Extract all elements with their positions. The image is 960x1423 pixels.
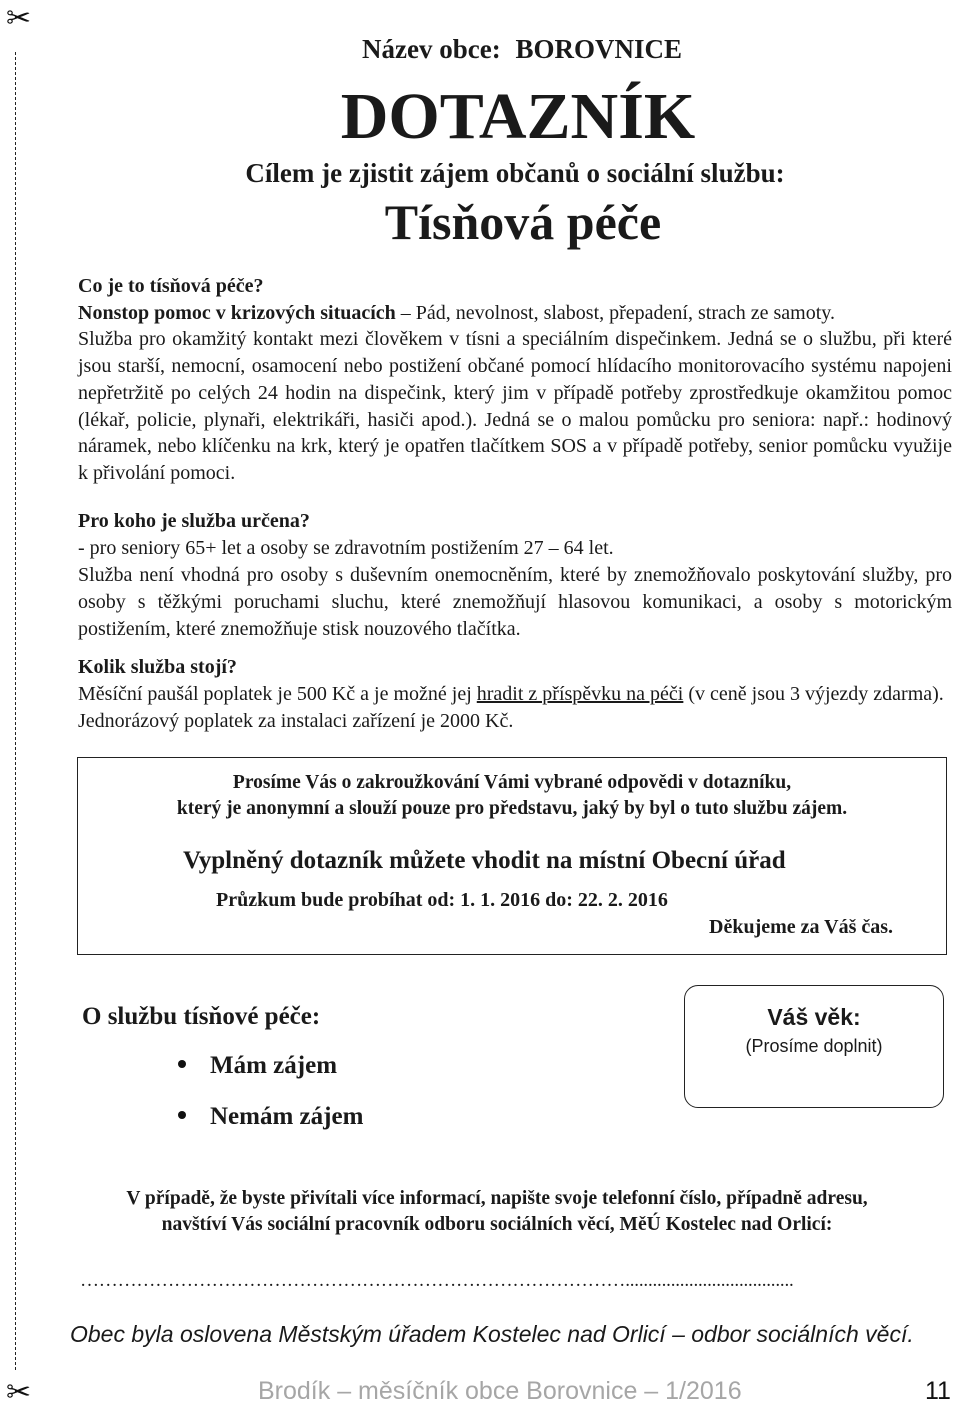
scissors-icon: ✂ — [6, 1, 32, 36]
publication-footer: Brodík – měsíčník obce Borovnice – 1/2016 — [258, 1377, 742, 1405]
cost-text-after: (v ceně jsou 3 výjezdy zdarma). Jednorázový poplatek za instalaci zařízení je 2000 Kč. — [78, 683, 944, 732]
page-title: DOTAZNÍK — [340, 80, 696, 153]
bullet-icon — [178, 1111, 186, 1119]
intro-lead — [78, 300, 952, 327]
target-group-line: - pro seniory 65+ let a osoby se zdravotním postižením 27 – 64 let. — [78, 537, 614, 559]
age-hint: (Prosíme doplnit) — [745, 1036, 883, 1056]
intro-question: Co je to tísňová péče? — [78, 275, 264, 297]
subtitle: Cílem je zjistit zájem občanů o sociální službu: — [245, 158, 785, 188]
intro-section — [78, 273, 952, 487]
intro-lead-bold: Nonstop pomoc v krizových situacích — [78, 301, 396, 324]
footer-note: Obec byla oslovena Městským úřadem Kostelec nad Orlicí – odbor sociálních věcí. — [70, 1321, 914, 1347]
option-label: Nemám zájem — [210, 1103, 364, 1130]
dropoff-text: Vyplněný dotazník můžete vhodit na místní Obecní úřad — [183, 847, 786, 874]
allowance-link: hradit z příspěvku na péči — [476, 683, 684, 705]
bullet-icon — [178, 1060, 186, 1068]
cost-heading: Kolik služba stojí? — [78, 656, 237, 678]
municipality-label: Název obce: — [362, 34, 501, 64]
scissors-icon: ✂ — [6, 1375, 32, 1410]
question-title: O službu tísňové péče: — [82, 1003, 321, 1030]
notice-line-2: který je anonymní a slouží pouze pro představu, jaký by byl o tuto službu zájem. — [176, 798, 848, 819]
page-number: 11 — [925, 1377, 951, 1405]
municipality-line — [362, 34, 682, 65]
target-group-section — [78, 508, 952, 643]
cost-paragraph — [78, 681, 952, 735]
target-group-heading: Pro koho je služba určena? — [78, 510, 310, 532]
option-label: Mám zájem — [210, 1052, 338, 1079]
service-name: Tísňová péče — [384, 194, 662, 250]
age-title: Váš věk: — [767, 1004, 861, 1030]
option-not-interested[interactable] — [178, 1103, 363, 1131]
cost-text-before: Měsíční paušál poplatek je 500 Kč a je možné jej — [78, 683, 477, 705]
target-group-paragraph: Služba není vhodná pro osoby s duševním onemocněním, které by znemožňovalo poskytování služby, pro osoby s těžkými poruchami sluchu, které znemožňují hlasovou komunikaci, a osoby s motorickým postižením, které znemožňuje stisk nouzového tlačítka. — [78, 564, 952, 640]
option-interested[interactable] — [178, 1052, 337, 1080]
survey-period: Průzkum bude probíhat od: 1. 1. 2016 do: 22. 2. 2016 — [216, 889, 668, 911]
age-box[interactable] — [684, 985, 944, 1108]
cost-section — [78, 654, 952, 735]
contact-input-line[interactable]: ……………………………………………………………………………..................................... — [80, 1270, 794, 1291]
contact-line-2: navštíví Vás sociální pracovník odboru sociálních věcí, MěÚ Kostelec nad Orlicí: — [161, 1214, 833, 1235]
notice-line-1: Prosíme Vás o zakroužkování Vámi vybrané odpovědi v dotazníku, — [232, 772, 792, 793]
municipality-name: BOROVNICE — [515, 34, 682, 64]
intro-paragraph: Služba pro okamžitý kontakt mezi člověkem v tísni a speciálním dispečinkem. Jedná se o službu, při které jsou starší, nemocní, osamocení nebo postižení občané pomocí hlídacího monitorovacího systému napojeni nepřetržitě po celých 24 hodin na dispečink, který jim v případě potřeby zprostředkuje okamžitou pomoc (lékař, policie, plynaři, elektrikáři, hasiči apod.). Jedná se o malou pomůcku pro seniora: např.: hodinový náramek, nebo klíčenku na krk, který je opatřen tlačítkem SOS a v případě potřeby, senior pomůcku využije k přivolání pomoci. — [78, 328, 952, 484]
contact-section — [44, 1186, 950, 1238]
notice-box — [77, 757, 947, 955]
intro-lead-rest: – Pád, nevolnost, slabost, přepadení, strach ze samoty. — [395, 301, 835, 324]
contact-line-1: V případě, že byste přivítali více informací, napište svoje telefonní číslo, případně adresu, — [126, 1188, 868, 1209]
thanks-text: Děkujeme za Váš čas. — [709, 916, 894, 938]
